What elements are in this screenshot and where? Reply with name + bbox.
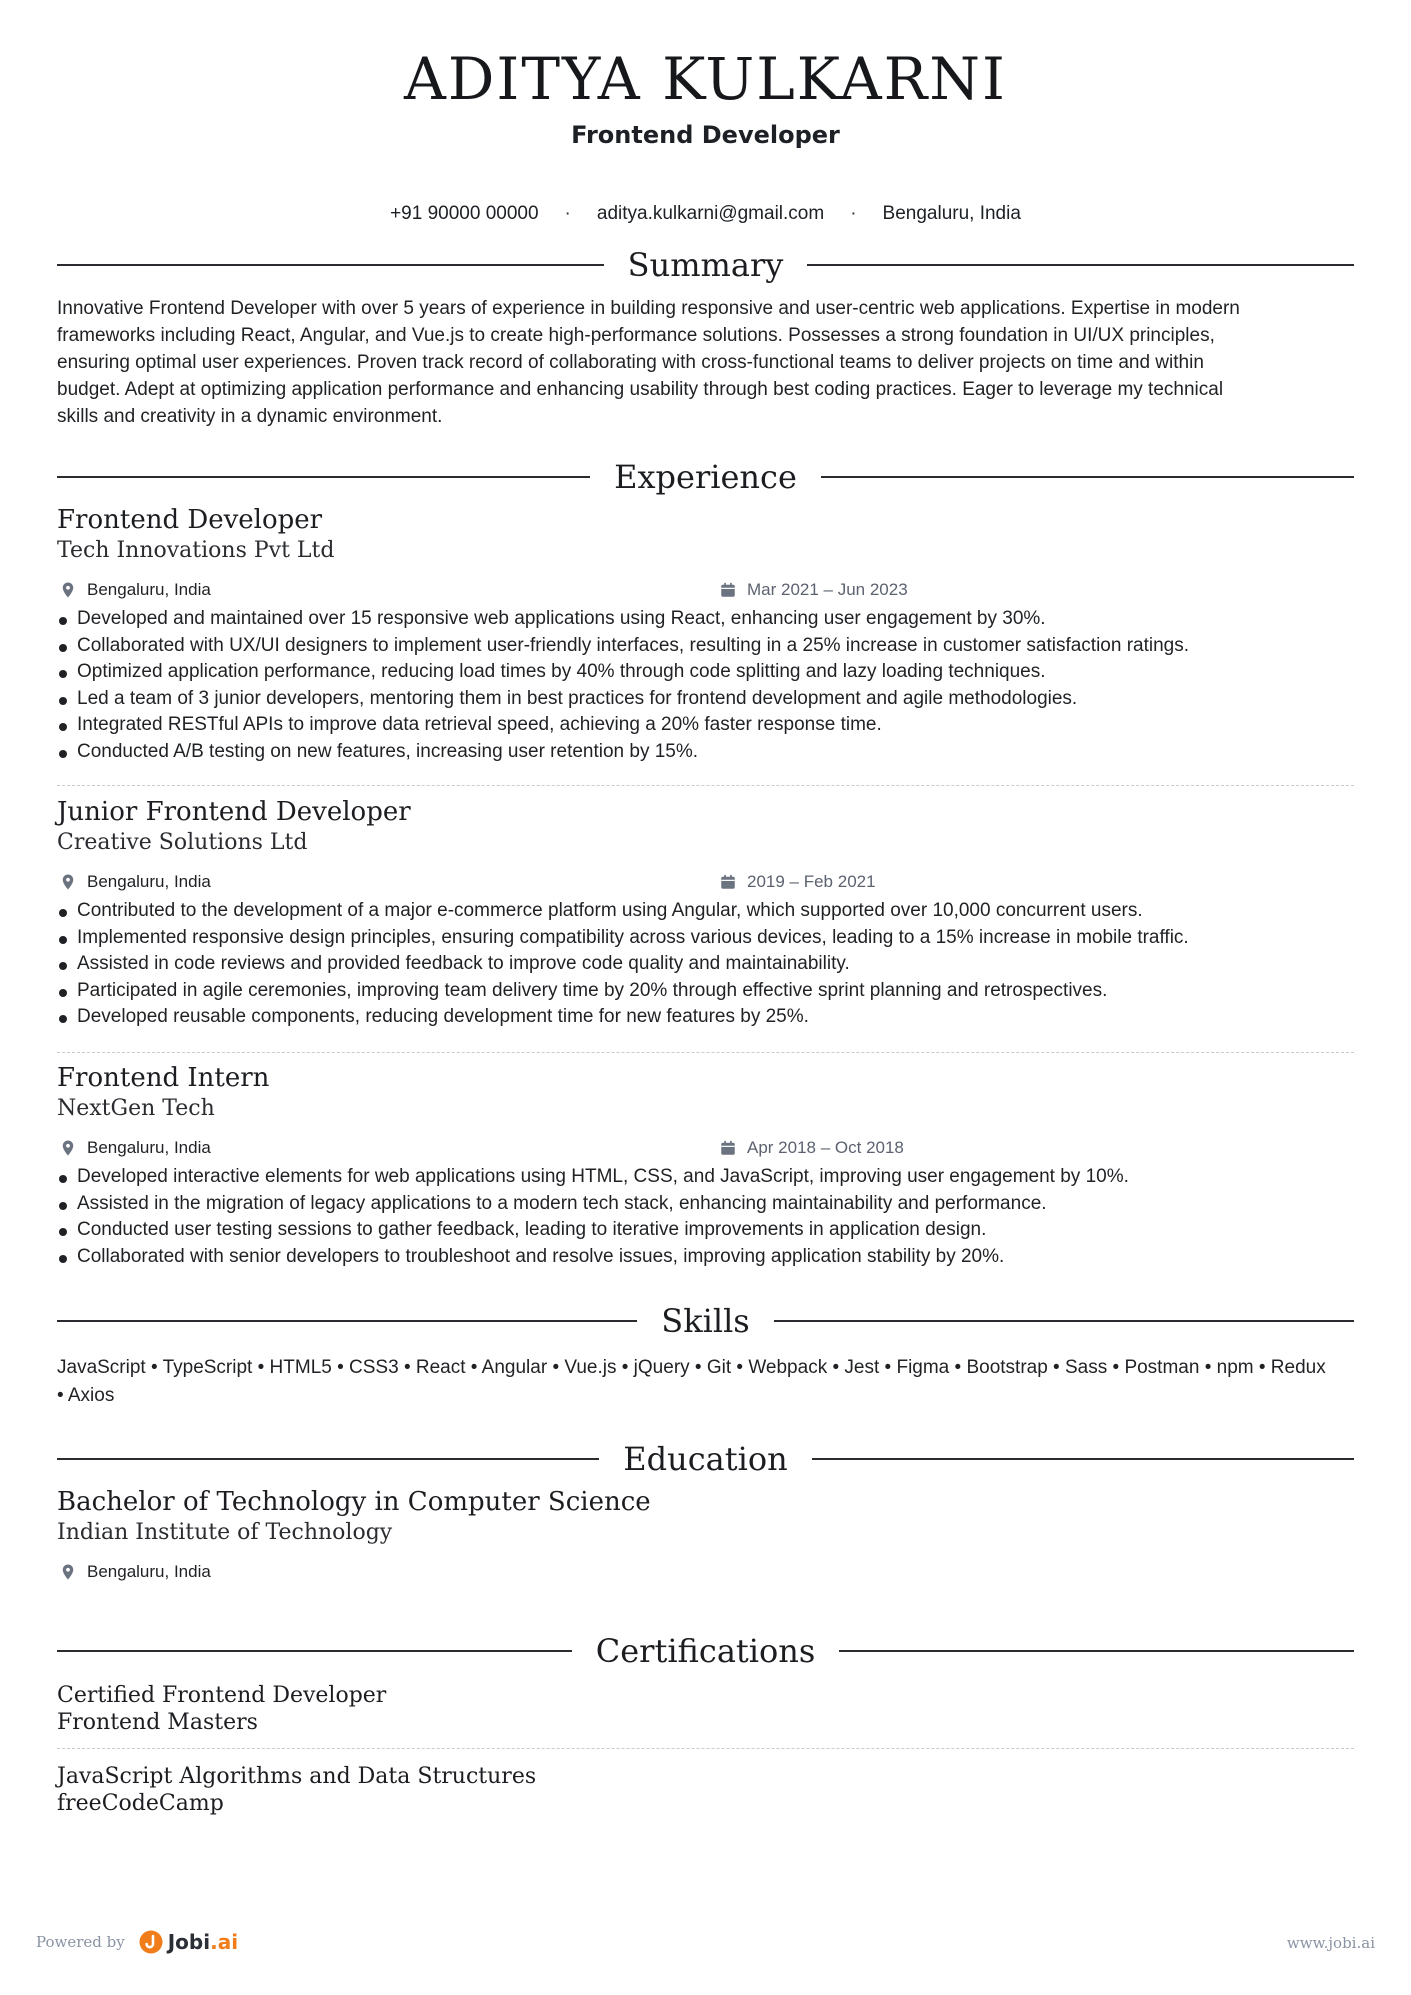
- section-rule: [57, 1458, 599, 1460]
- footer-powered-by: [36, 1930, 238, 1954]
- job-bullet: Developed reusable components, reducing development time for new features by 25%.: [57, 1004, 1354, 1031]
- job-title: Frontend Intern: [57, 1063, 270, 1093]
- section-title-summary: Summary: [627, 246, 784, 284]
- section-rule: [812, 1458, 1354, 1460]
- education-entry: [57, 1486, 1354, 1586]
- job-bullet: Developed and maintained over 15 responsive web applications using React, enhancing user engagement by 30%.: [57, 606, 1354, 633]
- education-school: Indian Institute of Technology: [57, 1520, 393, 1545]
- section-rule: [57, 1320, 637, 1322]
- education-location-text: Bengaluru, India: [87, 1562, 211, 1581]
- job-title: Frontend Developer: [57, 505, 323, 535]
- job-location-text: Bengaluru, India: [87, 872, 211, 891]
- job-bullet: Optimized application performance, reducing load times by 40% through code splitting and lazy loading techniques.: [57, 659, 1354, 686]
- section-header-education: [57, 1434, 1354, 1484]
- job-bullet: Implemented responsive design principles, ensuring compatibility across various devices, leading to a 15% increase in mobile traffic.: [57, 925, 1354, 952]
- section-title-certifications: Certifications: [595, 1632, 816, 1670]
- summary-line: budget. Adept at optimizing application performance and enhancing usability through best coding practices. Eager to leverage my technical: [57, 379, 1224, 400]
- jobi-logo-icon: [139, 1930, 163, 1954]
- job-location-text: Bengaluru, India: [87, 1138, 211, 1157]
- job-meta: [57, 576, 1354, 604]
- candidate-name: ADITYA KULKARNI: [404, 45, 1007, 113]
- section-rule: [57, 1650, 572, 1652]
- section-rule: [57, 476, 590, 478]
- section-rule: [821, 476, 1354, 478]
- jobi-brand-name: Jobi: [167, 1930, 211, 1954]
- map-pin-icon: [59, 873, 77, 891]
- certification-title: JavaScript Algorithms and Data Structures: [57, 1764, 537, 1789]
- job-dates: [719, 580, 908, 600]
- job-location: [59, 872, 211, 892]
- entry-divider: [57, 785, 1354, 786]
- job-company: NextGen Tech: [57, 1096, 215, 1121]
- job-bullet: Conducted A/B testing on new features, increasing user retention by 15%.: [57, 739, 1354, 766]
- contact-line: [0, 203, 1411, 225]
- summary-line: frameworks including React, Angular, and Vue.js to create high-performance solutions. Possesses a strong foundation in UI/UX principles,: [57, 325, 1215, 346]
- section-rule: [57, 264, 604, 266]
- certification-entry: [57, 1682, 1354, 1736]
- contact-email: aditya.kulkarni@gmail.com: [596, 203, 825, 224]
- section-header-skills: [57, 1296, 1354, 1346]
- education-degree: Bachelor of Technology in Computer Science: [57, 1487, 651, 1517]
- summary-line: Innovative Frontend Developer with over 5 years of experience in building responsive and user-centric web applications. Expertise in modern: [57, 298, 1240, 319]
- section-rule: [774, 1320, 1354, 1322]
- job-meta: [57, 1134, 1354, 1162]
- map-pin-icon: [59, 581, 77, 599]
- job-bullet: Assisted in the migration of legacy applications to a modern tech stack, enhancing maintainability and performance.: [57, 1191, 1354, 1218]
- job-bullet: Contributed to the development of a major e-commerce platform using Angular, which supported over 10,000 concurrent users.: [57, 898, 1354, 925]
- section-rule: [807, 264, 1354, 266]
- section-header-summary: [57, 240, 1354, 290]
- jobi-brand-link[interactable]: [139, 1930, 238, 1954]
- calendar-icon: [719, 873, 737, 891]
- job-bullet: Integrated RESTful APIs to improve data retrieval speed, achieving a 20% faster response time.: [57, 712, 1354, 739]
- contact-separator: ·: [850, 203, 857, 224]
- section-header-certifications: [57, 1626, 1354, 1676]
- education-location: [59, 1562, 211, 1582]
- job-title: Junior Frontend Developer: [57, 797, 411, 827]
- job-location-text: Bengaluru, India: [87, 580, 211, 599]
- job-bullet: Collaborated with UX/UI designers to implement user-friendly interfaces, resulting in a 25% increase in customer satisfaction ratings.: [57, 633, 1354, 660]
- map-pin-icon: [59, 1563, 77, 1581]
- job-company: Creative Solutions Ltd: [57, 830, 308, 855]
- job-bullet: Conducted user testing sessions to gather feedback, leading to iterative improvements in application design.: [57, 1217, 1354, 1244]
- job-dates: [719, 1138, 904, 1158]
- powered-by-text: Powered by: [36, 1933, 125, 1951]
- section-rule: [839, 1650, 1354, 1652]
- job-location: [59, 580, 211, 600]
- job-bullet: Collaborated with senior developers to troubleshoot and resolve issues, improving application stability by 20%.: [57, 1244, 1354, 1271]
- education-meta: [57, 1558, 1354, 1586]
- entry-divider: [57, 1052, 1354, 1053]
- calendar-icon: [719, 581, 737, 599]
- skills-line: JavaScript • TypeScript • HTML5 • CSS3 • React • Angular • Vue.js • jQuery • Git • Webpack • Jest • Figma • Bootstrap • Sass • Postman • npm • Redux: [57, 1357, 1326, 1378]
- experience-entry: [57, 504, 1354, 765]
- job-bullet: Led a team of 3 junior developers, mentoring them in best practices for frontend development and agile methodologies.: [57, 686, 1354, 713]
- section-header-experience: [57, 452, 1354, 502]
- contact-location: Bengaluru, India: [882, 203, 1021, 224]
- job-bullets: [57, 1164, 1354, 1270]
- job-bullets: [57, 898, 1354, 1031]
- job-bullets: [57, 606, 1354, 765]
- job-dates-text: 2019 – Feb 2021: [747, 872, 876, 891]
- summary-paragraph: [57, 295, 1354, 430]
- certification-issuer: Frontend Masters: [57, 1710, 258, 1735]
- section-title-skills: Skills: [661, 1302, 750, 1340]
- job-bullet: Assisted in code reviews and provided feedback to improve code quality and maintainability.: [57, 951, 1354, 978]
- jobi-brand-suffix: .ai: [210, 1930, 239, 1954]
- skills-line: • Axios: [57, 1385, 115, 1406]
- summary-line: skills and creativity in a dynamic environment.: [57, 406, 443, 427]
- map-pin-icon: [59, 1139, 77, 1157]
- job-dates: [719, 872, 876, 892]
- certification-issuer: freeCodeCamp: [57, 1791, 224, 1816]
- job-bullet: Participated in agile ceremonies, improving team delivery time by 20% through effective sprint planning and retrospectives.: [57, 978, 1354, 1005]
- summary-line: ensuring optimal user experiences. Proven track record of collaborating with cross-functional teams to deliver projects on time and within: [57, 352, 1204, 373]
- job-dates-text: Mar 2021 – Jun 2023: [747, 580, 908, 599]
- job-dates-text: Apr 2018 – Oct 2018: [747, 1138, 904, 1157]
- footer-website-link[interactable]: www.jobi.ai: [1286, 1934, 1375, 1952]
- job-bullet: Developed interactive elements for web applications using HTML, CSS, and JavaScript, improving user engagement by 10%.: [57, 1164, 1354, 1191]
- contact-phone: +91 90000 00000: [390, 203, 539, 224]
- contact-separator: ·: [564, 203, 571, 224]
- experience-entry: [57, 1062, 1354, 1270]
- certification-entry: [57, 1763, 1354, 1817]
- job-company: Tech Innovations Pvt Ltd: [57, 538, 335, 563]
- entry-divider: [57, 1748, 1354, 1749]
- section-title-education: Education: [623, 1440, 788, 1478]
- section-title-experience: Experience: [614, 458, 797, 496]
- job-meta: [57, 868, 1354, 896]
- certification-title: Certified Frontend Developer: [57, 1683, 387, 1708]
- experience-entry: [57, 796, 1354, 1031]
- job-location: [59, 1138, 211, 1158]
- calendar-icon: [719, 1139, 737, 1157]
- skills-list: [57, 1354, 1354, 1410]
- candidate-role: Frontend Developer: [571, 121, 840, 149]
